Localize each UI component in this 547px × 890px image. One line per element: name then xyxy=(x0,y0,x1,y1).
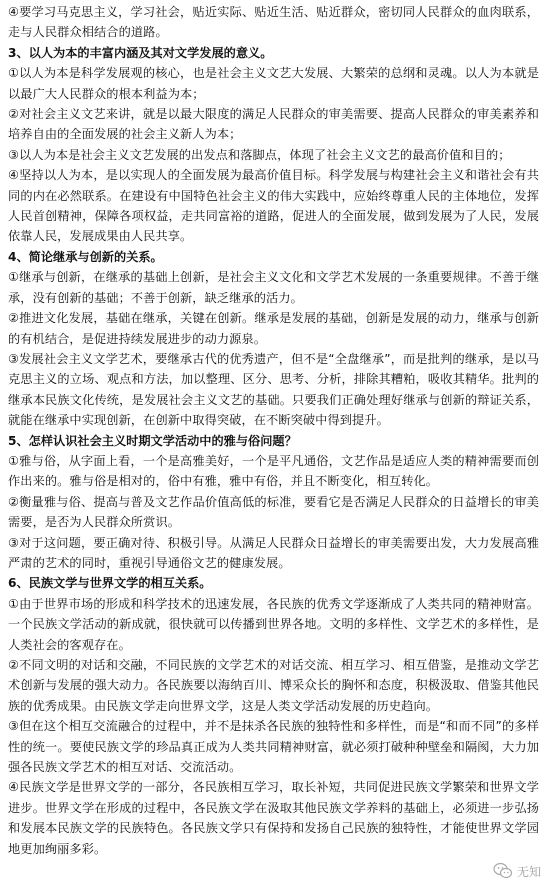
section-heading: 4、简论继承与创新的关系。 xyxy=(8,249,163,264)
section-heading: 3、以人为本的丰富内涵及其对文学发展的意义。 xyxy=(8,45,273,60)
paragraph: ①以人为本是科学发展观的核心，也是社会主义文艺大发展、大繁荣的总纲和灵魂。以人为本就是以最广大人民群众的根本利益为本； xyxy=(8,66,539,101)
paragraph: ②衡量雅与俗、提高与普及文艺作品价值高低的标准，要看它是否满足人民群众的日益增长的审美需要，是否为人民群众所赏识。 xyxy=(8,494,539,530)
paragraph: ④民族文学是世界文学的一部分，各民族相互学习，取长补短，共同促进民族文学繁荣和世界文学进步。世界文学在形成的过程中，各民族文学在汲取其他民族文学养料的基础上，必须进一步弘扬和发展本民族文学的民族特色。各民族文学只有保持和发扬自己民族的独特性，才能使世界文学园地更加绚丽多彩。 xyxy=(8,780,539,856)
section-heading: 5、怎样认识社会主义时期文学活动中的雅与俗问题？ xyxy=(8,433,297,448)
paragraph: ④要学习马克思主义，学习社会，贴近实际、贴近生活、贴近群众，密切同人民群众的血肉联系，走与人民群众相结合的道路。 xyxy=(8,5,539,40)
document-body xyxy=(8,2,539,859)
paragraph: ②推进文化发展，基础在继承，关键在创新。继承是发展的基础，创新是发展的动力，继承与创新的有机结合，是促进持续发展进步的动力源泉。 xyxy=(8,311,539,346)
paragraph: ①雅与俗，从字面上看，一个是高雅美好，一个是平凡通俗，文艺作品是适应人类的精神需要而创作出来的。雅与俗是相对的，俗中有雅，雅中有俗，并且不断变化，相互转化。 xyxy=(8,453,539,489)
section-heading: 6、民族文学与世界文学的相互关系。 xyxy=(8,576,212,591)
source-watermark xyxy=(493,862,541,880)
paragraph: ③发展社会主义文学艺术，要继承古代的优秀遗产，但不是“全盘继承”，而是批判的继承，是以马克思主义的立场、观点和方法，加以整理、区分、思考、分析，排除其糟粕，吸收其精华。批判的继承本民族文化传统，是发展社会主义文艺的基础。只要我们正确处理好继承与创新的辩证关系，就能在继承中实现创新，在创新中取得突破，在不断突破中得到提升。 xyxy=(8,351,539,428)
paragraph: ②对社会主义文艺来讲，就是以最大限度的满足人民群众的审美需要、提高人民群众的审美素养和培养自由的全面发展的社会主义新人为本； xyxy=(8,107,539,142)
wechat-logo-icon xyxy=(493,862,513,880)
paragraph: ③以人为本是社会主义文艺发展的出发点和落脚点，体现了社会主义文艺的最高价值和目的； xyxy=(8,147,511,162)
paragraph: ④坚持以人为本，是以实现人的全面发展为最高价值目标。科学发展与构建社会主义和谐社会有共同的内在必然联系。在建设有中国特色社会主义的伟大实践中，应始终尊重人民的主体地位，发挥人民首创精神，保障各项权益，走共同富裕的道路，促进人的全面发展，做到发展为了人民，发展依靠人民，发展成果由人民共享。 xyxy=(8,168,539,244)
paragraph: ①继承与创新，在继承的基础上创新，是社会主义文化和文学艺术发展的一条重要规律。不善于继承，没有创新的基础；不善于创新，缺乏继承的活力。 xyxy=(8,270,539,305)
paragraph: ①由于世界市场的形成和科学技术的迅速发展，各民族的优秀文学逐渐成了人类共同的精神财富。一个民族文学活动的新成就，很快就可以传播到世界各地。文明的多样性、文学艺术的多样性，是人类社会的客观存在。 xyxy=(8,596,539,652)
paragraph: ②不同文明的对话和交融，不同民族的文学艺术的对话交流、相互学习、相互借鉴，是推动文学艺术创新与发展的强大动力。各民族要以海纳百川、博采众长的胸怀和态度，积极汲取、借鉴其他民族的优秀成果。由民族文学走向世界文学，这是人类文学活动发展的历史趋向。 xyxy=(8,658,539,713)
paragraph: ③但在这个相互交流融合的过程中，并不是抹杀各民族的独特性和多样性，而是“和而不同”的多样性的统一。要使民族文学的珍品真正成为人类共同精神财富，就必须打破种种壁垒和隔阂，大力加强各民族文学艺术的相互对话、交流活动。 xyxy=(8,719,539,775)
paragraph: ③对于这问题，要正确对待、积极引导。从满足人民群众日益增长的审美需要出发，大力发展高雅严肃的艺术的同时，重视引导通俗文艺的健康发展。 xyxy=(8,535,539,570)
watermark-text: 无知 xyxy=(516,864,541,879)
